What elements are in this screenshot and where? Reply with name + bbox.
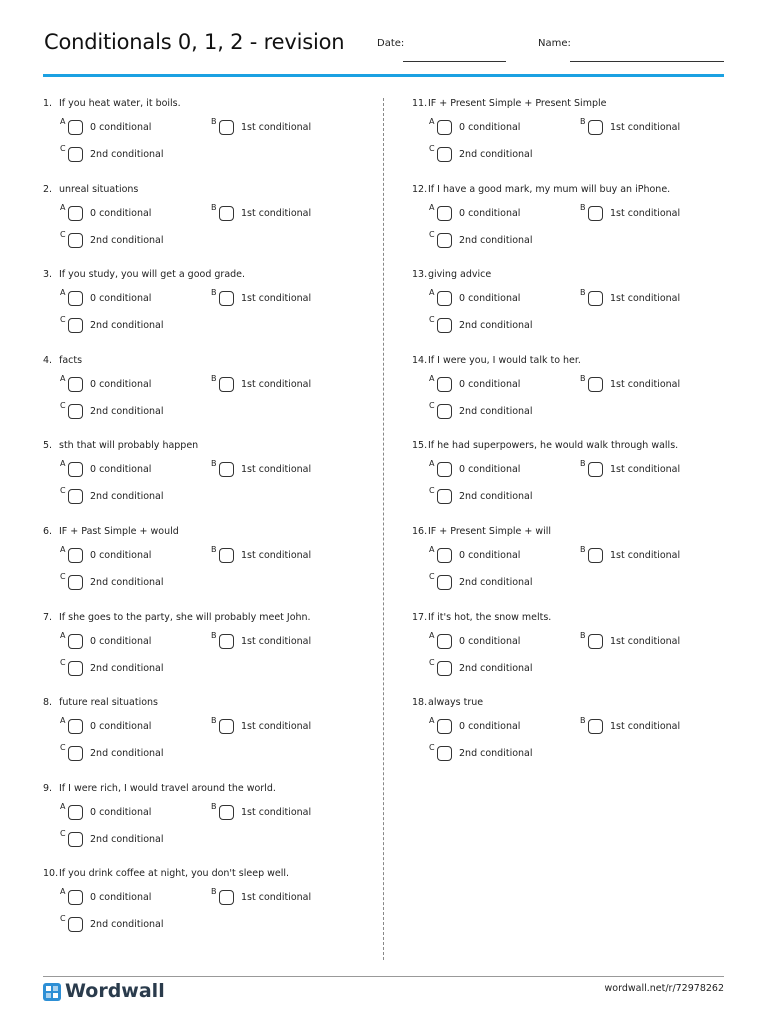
answer-checkbox[interactable] [219, 462, 234, 477]
option-letter: A [60, 631, 66, 640]
question-number: 2. [43, 184, 53, 195]
option-letter: B [580, 716, 586, 725]
answer-checkbox[interactable] [437, 206, 452, 221]
option-label: 1st conditional [610, 122, 681, 133]
answer-checkbox[interactable] [437, 233, 452, 248]
answer-checkbox[interactable] [68, 404, 83, 419]
option-label: 2nd conditional [459, 149, 533, 160]
question-text [412, 612, 551, 623]
option-letter: A [429, 203, 435, 212]
answer-checkbox[interactable] [68, 206, 83, 221]
option-label: 0 conditional [459, 721, 521, 732]
option-label: 1st conditional [610, 721, 681, 732]
option-label: 2nd conditional [459, 577, 533, 588]
question-item [43, 98, 373, 178]
option-letter: B [580, 374, 586, 383]
answer-checkbox[interactable] [68, 719, 83, 734]
header-rule [43, 74, 724, 77]
option-label: 0 conditional [90, 208, 152, 219]
answer-checkbox[interactable] [68, 147, 83, 162]
question-number: 5. [43, 440, 53, 451]
option-letter: C [60, 144, 66, 153]
question-item [412, 697, 742, 777]
question-item [43, 612, 373, 692]
question-number: 16. [412, 526, 428, 537]
answer-checkbox[interactable] [219, 890, 234, 905]
option-letter: A [60, 545, 66, 554]
option-letter: A [60, 117, 66, 126]
question-text [43, 440, 198, 451]
question-text [43, 269, 245, 280]
question-body: If I were you, I would talk to her. [428, 355, 581, 366]
answer-checkbox[interactable] [68, 291, 83, 306]
answer-checkbox[interactable] [68, 489, 83, 504]
answer-checkbox[interactable] [219, 548, 234, 563]
option-label: 0 conditional [90, 122, 152, 133]
answer-checkbox[interactable] [437, 377, 452, 392]
answer-checkbox[interactable] [68, 377, 83, 392]
question-text [43, 184, 138, 195]
option-label: 1st conditional [610, 379, 681, 390]
option-letter: C [429, 658, 435, 667]
question-text [412, 98, 606, 109]
option-letter: A [429, 288, 435, 297]
option-letter: C [429, 230, 435, 239]
question-item [43, 783, 373, 863]
answer-checkbox[interactable] [68, 890, 83, 905]
option-letter: B [211, 631, 217, 640]
option-letter: B [211, 459, 217, 468]
option-letter: B [580, 117, 586, 126]
option-letter: A [60, 887, 66, 896]
answer-checkbox[interactable] [219, 634, 234, 649]
option-letter: B [211, 716, 217, 725]
option-label: 0 conditional [90, 721, 152, 732]
option-label: 0 conditional [90, 464, 152, 475]
answer-checkbox[interactable] [68, 318, 83, 333]
option-label: 1st conditional [610, 550, 681, 561]
question-item [412, 184, 742, 264]
option-letter: C [60, 914, 66, 923]
option-label: 0 conditional [90, 550, 152, 561]
answer-checkbox[interactable] [219, 719, 234, 734]
option-letter: B [580, 203, 586, 212]
option-letter: B [211, 802, 217, 811]
option-label: 0 conditional [90, 293, 152, 304]
option-label: 0 conditional [459, 464, 521, 475]
question-text [43, 355, 82, 366]
question-item [43, 697, 373, 777]
question-body: always true [428, 697, 484, 708]
question-text [43, 697, 158, 708]
option-label: 2nd conditional [90, 491, 164, 502]
option-letter: B [211, 545, 217, 554]
answer-checkbox[interactable] [437, 746, 452, 761]
date-label: Date: [377, 38, 405, 49]
question-number: 15. [412, 440, 428, 451]
answer-checkbox[interactable] [437, 120, 452, 135]
option-letter: B [580, 288, 586, 297]
question-body: sth that will probably happen [59, 440, 199, 451]
answer-checkbox[interactable] [437, 661, 452, 676]
question-text [412, 184, 670, 195]
option-label: 2nd conditional [459, 748, 533, 759]
question-item [412, 440, 742, 520]
answer-checkbox[interactable] [68, 462, 83, 477]
option-label: 1st conditional [610, 636, 681, 647]
option-letter: A [429, 716, 435, 725]
answer-checkbox[interactable] [68, 634, 83, 649]
question-body: IF + Present Simple + will [428, 526, 552, 537]
option-label: 0 conditional [459, 293, 521, 304]
question-text [43, 526, 179, 537]
answer-checkbox[interactable] [588, 206, 603, 221]
option-label: 0 conditional [459, 636, 521, 647]
option-label: 2nd conditional [459, 406, 533, 417]
answer-checkbox[interactable] [437, 404, 452, 419]
option-label: 2nd conditional [90, 748, 164, 759]
option-label: 1st conditional [241, 550, 312, 561]
answer-checkbox[interactable] [437, 318, 452, 333]
answer-checkbox[interactable] [437, 575, 452, 590]
option-letter: B [211, 117, 217, 126]
option-letter: B [580, 631, 586, 640]
question-text [412, 697, 483, 708]
answer-checkbox[interactable] [219, 805, 234, 820]
question-number: 8. [43, 697, 53, 708]
question-body: If you drink coffee at night, you don't sleep well. [59, 868, 290, 879]
question-text [412, 269, 491, 280]
option-label: 0 conditional [459, 208, 521, 219]
footer-rule [43, 976, 724, 977]
option-letter: B [211, 887, 217, 896]
question-body: IF + Past Simple + would [59, 526, 179, 537]
option-label: 1st conditional [241, 807, 312, 818]
question-text [412, 440, 678, 451]
option-letter: A [429, 459, 435, 468]
option-letter: A [60, 203, 66, 212]
question-item [412, 526, 742, 606]
wordwall-logo-icon [43, 983, 61, 1001]
option-label: 2nd conditional [459, 320, 533, 331]
option-letter: C [429, 743, 435, 752]
answer-checkbox[interactable] [68, 120, 83, 135]
name-field-line[interactable] [570, 61, 724, 62]
answer-checkbox[interactable] [588, 462, 603, 477]
option-letter: B [211, 374, 217, 383]
question-number: 17. [412, 612, 428, 623]
question-item [412, 269, 742, 349]
question-text [43, 612, 311, 623]
answer-checkbox[interactable] [219, 120, 234, 135]
question-text [43, 783, 276, 794]
answer-checkbox[interactable] [437, 634, 452, 649]
option-letter: B [211, 288, 217, 297]
question-number: 13. [412, 269, 428, 280]
question-item [412, 355, 742, 435]
question-item [43, 440, 373, 520]
option-letter: C [429, 315, 435, 324]
question-number: 14. [412, 355, 428, 366]
option-letter: A [429, 631, 435, 640]
question-number: 10. [43, 868, 59, 879]
answer-checkbox[interactable] [588, 634, 603, 649]
option-letter: A [60, 802, 66, 811]
answer-checkbox[interactable] [219, 206, 234, 221]
question-item [412, 612, 742, 692]
option-label: 2nd conditional [90, 406, 164, 417]
answer-checkbox[interactable] [68, 832, 83, 847]
option-label: 2nd conditional [90, 663, 164, 674]
question-body: facts [59, 355, 83, 366]
option-letter: C [60, 486, 66, 495]
option-label: 0 conditional [90, 636, 152, 647]
question-number: 11. [412, 98, 428, 109]
option-letter: C [429, 486, 435, 495]
answer-checkbox[interactable] [68, 805, 83, 820]
option-label: 0 conditional [90, 892, 152, 903]
option-label: 1st conditional [610, 208, 681, 219]
option-label: 2nd conditional [90, 320, 164, 331]
option-letter: C [60, 658, 66, 667]
question-item [412, 98, 742, 178]
question-text [412, 526, 551, 537]
option-letter: A [60, 374, 66, 383]
option-label: 1st conditional [241, 122, 312, 133]
answer-checkbox[interactable] [219, 377, 234, 392]
answer-checkbox[interactable] [437, 719, 452, 734]
question-body: If it's hot, the snow melts. [428, 612, 552, 623]
answer-checkbox[interactable] [437, 291, 452, 306]
option-letter: A [429, 374, 435, 383]
option-label: 1st conditional [241, 464, 312, 475]
option-label: 2nd conditional [90, 235, 164, 246]
question-item [43, 269, 373, 349]
question-item [43, 526, 373, 606]
wordwall-logo-text: Wordwall [65, 980, 165, 1002]
question-body: If you heat water, it boils. [59, 98, 181, 109]
question-body: If I were rich, I would travel around the world. [59, 783, 276, 794]
answer-checkbox[interactable] [588, 548, 603, 563]
question-number: 18. [412, 697, 428, 708]
answer-checkbox[interactable] [588, 377, 603, 392]
answer-checkbox[interactable] [219, 291, 234, 306]
answer-checkbox[interactable] [68, 746, 83, 761]
column-divider [383, 98, 384, 960]
question-body: If he had superpowers, he would walk through walls. [428, 440, 679, 451]
option-label: 0 conditional [459, 379, 521, 390]
page-title: Conditionals 0, 1, 2 - revision [44, 30, 345, 54]
option-label: 2nd conditional [459, 663, 533, 674]
question-body: IF + Present Simple + Present Simple [428, 98, 607, 109]
question-body: future real situations [59, 697, 158, 708]
question-number: 12. [412, 184, 428, 195]
question-item [43, 868, 373, 948]
answer-checkbox[interactable] [588, 120, 603, 135]
date-field-line[interactable] [403, 61, 506, 62]
answer-checkbox[interactable] [437, 489, 452, 504]
option-letter: C [60, 401, 66, 410]
question-text [43, 98, 181, 109]
option-letter: A [60, 716, 66, 725]
option-letter: B [580, 459, 586, 468]
option-letter: A [429, 117, 435, 126]
option-label: 1st conditional [241, 208, 312, 219]
answer-checkbox[interactable] [68, 661, 83, 676]
option-label: 2nd conditional [459, 491, 533, 502]
question-item [43, 184, 373, 264]
option-letter: C [60, 230, 66, 239]
question-item [43, 355, 373, 435]
question-body: If I have a good mark, my mum will buy an iPhone. [428, 184, 671, 195]
answer-checkbox[interactable] [588, 291, 603, 306]
answer-checkbox[interactable] [68, 233, 83, 248]
option-letter: C [60, 315, 66, 324]
option-label: 1st conditional [610, 293, 681, 304]
option-label: 1st conditional [610, 464, 681, 475]
option-letter: C [429, 144, 435, 153]
option-label: 0 conditional [90, 379, 152, 390]
answer-checkbox[interactable] [437, 462, 452, 477]
question-number: 1. [43, 98, 53, 109]
option-label: 0 conditional [90, 807, 152, 818]
question-number: 9. [43, 783, 53, 794]
option-letter: C [429, 572, 435, 581]
option-label: 0 conditional [459, 122, 521, 133]
question-body: giving advice [428, 269, 492, 280]
option-letter: C [60, 572, 66, 581]
option-label: 1st conditional [241, 379, 312, 390]
question-number: 7. [43, 612, 53, 623]
option-label: 2nd conditional [90, 149, 164, 160]
option-letter: A [429, 545, 435, 554]
footer-url[interactable]: wordwall.net/r/72978262 [604, 983, 724, 994]
answer-checkbox[interactable] [68, 548, 83, 563]
option-label: 2nd conditional [459, 235, 533, 246]
question-number: 4. [43, 355, 53, 366]
option-letter: C [60, 829, 66, 838]
answer-checkbox[interactable] [68, 917, 83, 932]
question-text [412, 355, 581, 366]
option-letter: B [211, 203, 217, 212]
question-text [43, 868, 289, 879]
question-body: If you study, you will get a good grade. [59, 269, 246, 280]
option-letter: A [60, 288, 66, 297]
option-label: 2nd conditional [90, 577, 164, 588]
option-label: 2nd conditional [90, 834, 164, 845]
option-label: 0 conditional [459, 550, 521, 561]
option-label: 1st conditional [241, 892, 312, 903]
option-label: 1st conditional [241, 721, 312, 732]
option-label: 1st conditional [241, 636, 312, 647]
answer-checkbox[interactable] [437, 147, 452, 162]
question-body: unreal situations [59, 184, 139, 195]
option-label: 1st conditional [241, 293, 312, 304]
option-letter: C [60, 743, 66, 752]
answer-checkbox[interactable] [437, 548, 452, 563]
question-body: If she goes to the party, she will probably meet John. [59, 612, 311, 623]
question-number: 3. [43, 269, 53, 280]
name-label: Name: [538, 38, 571, 49]
question-number: 6. [43, 526, 53, 537]
answer-checkbox[interactable] [68, 575, 83, 590]
option-label: 2nd conditional [90, 919, 164, 930]
answer-checkbox[interactable] [588, 719, 603, 734]
option-letter: C [429, 401, 435, 410]
option-letter: B [580, 545, 586, 554]
option-letter: A [60, 459, 66, 468]
